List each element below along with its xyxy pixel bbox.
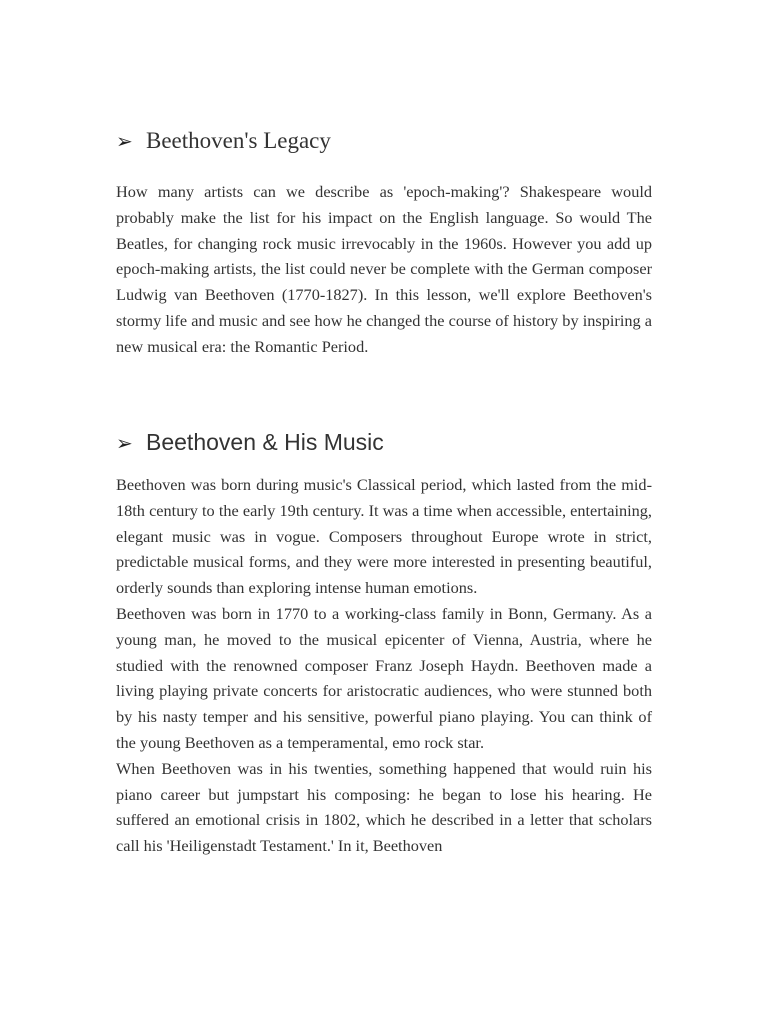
music-section-body	[116, 472, 652, 859]
heading-text: Beethoven's Legacy	[146, 128, 331, 153]
arrow-bullet-icon: ➢	[116, 129, 133, 153]
music-paragraph-3: When Beethoven was in his twenties, something happened that would ruin his piano career but jumpstart his composing: he began to lose his hearing. He suffered an emotional crisis in 1802, which he described in a letter that scholars call his 'Heiligenstadt Testament.' In it, Beethoven	[116, 758, 652, 856]
music-paragraph-1: Beethoven was born during music's Classical period, which lasted from the mid-18th century to the early 19th century. It was a time when accessible, entertaining, elegant music was in vogue. Composers throughout Europe wrote in strict, predictable musical forms, and they were more interested in presenting beautiful, orderly sounds than exploring intense human emotions.	[116, 475, 652, 598]
music-paragraph-2: Beethoven was born in 1770 to a working-class family in Bonn, Germany. As a young man, he moved to the musical epicenter of Vienna, Austria, where he studied with the renowned composer Franz Joseph Haydn. Beethoven made a living playing private concerts for aristocratic audiences, who were stunned both by his nasty temper and his sensitive, powerful piano playing. You can think of the young Beethoven as a temperamental, emo rock star.	[116, 603, 652, 752]
section-heading-legacy	[116, 128, 331, 154]
section-heading-music	[116, 429, 384, 456]
arrow-bullet-icon: ➢	[116, 430, 133, 455]
heading-text: Beethoven & His Music	[146, 429, 384, 455]
legacy-paragraph: How many artists can we describe as 'epoch-making'? Shakespeare would probably make the list for his impact on the English language. So would The Beatles, for changing rock music irrevocably in the 1960s. However you add up epoch-making artists, the list could never be complete with the German composer Ludwig van Beethoven (1770-1827). In this lesson, we'll explore Beethoven's stormy life and music and see how he changed the course of history by inspiring a new musical era: the Romantic Period.	[116, 182, 652, 356]
